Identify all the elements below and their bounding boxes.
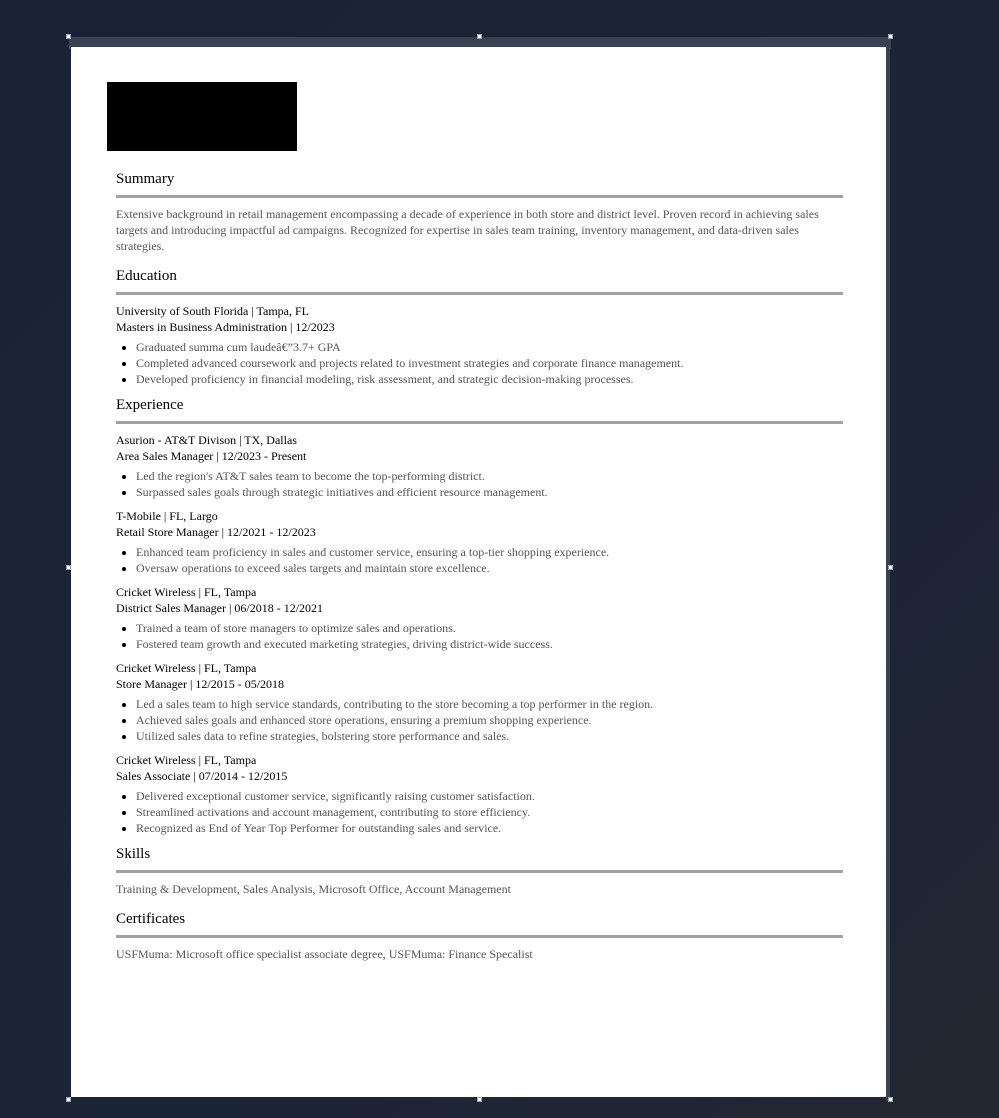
experience-entry (116, 752, 843, 836)
bullet-item: • Trained a team of store managers to optimize sales and operations. (136, 620, 843, 636)
bullet-item: • Oversaw operations to exceed sales targets and maintain store excellence. (136, 560, 843, 576)
bullet-item: • Fostered team growth and executed marketing strategies, driving district-wide success. (136, 636, 843, 652)
experience-entry (116, 508, 843, 576)
section-divider (116, 935, 843, 938)
resize-handle-top-left[interactable] (66, 34, 71, 39)
experience-company: Cricket Wireless | FL, Tampa (116, 585, 257, 599)
experience-role: Sales Associate | 07/2014 - 12/2015 (116, 769, 288, 783)
bullet-item: • Led a sales team to high service standards, contributing to the store becoming a top performer in the region. (136, 696, 843, 712)
education-section (116, 266, 843, 387)
summary-text: Extensive background in retail management encompassing a decade of experience in both store and district level. Proven record in achieving sales targets and introducing impactful ad campaigns. Recognized for expertise in sales team training, inventory management, and data-driven sales strategies. (116, 207, 819, 253)
experience-heading: Experience (116, 397, 184, 413)
resume-page (71, 47, 886, 1097)
bullet-item: • Graduated summa cum laudeâ€”3.7+ GPA (136, 339, 843, 355)
education-degree: Masters in Business Administration | 12/2023 (116, 320, 335, 334)
experience-bullets (116, 696, 843, 744)
section-divider (116, 292, 843, 295)
resize-handle-right[interactable] (888, 565, 893, 570)
experience-role: Area Sales Manager | 12/2023 - Present (116, 449, 307, 463)
bullet-item: • Completed advanced coursework and projects related to investment strategies and corporate finance management. (136, 355, 843, 371)
section-divider (116, 195, 843, 198)
bullet-item: • Recognized as End of Year Top Performer for outstanding sales and service. (136, 820, 843, 836)
experience-company: Cricket Wireless | FL, Tampa (116, 661, 257, 675)
experience-company: T-Mobile | FL, Largo (116, 509, 218, 523)
certificates-heading: Certificates (116, 911, 186, 927)
section-divider (116, 870, 843, 873)
experience-company: Asurion - AT&T Divison | TX, Dallas (116, 433, 297, 447)
experience-entry (116, 660, 843, 744)
experience-role: Retail Store Manager | 12/2021 - 12/2023 (116, 525, 316, 539)
resize-handle-bottom-right[interactable] (888, 1097, 893, 1102)
experience-role: Store Manager | 12/2015 - 05/2018 (116, 677, 285, 691)
redacted-name-block (107, 82, 297, 151)
bullet-item: • Utilized sales data to refine strategies, bolstering store performance and sales. (136, 728, 843, 744)
experience-section (116, 395, 843, 836)
education-school: University of South Florida | Tampa, FL (116, 304, 309, 318)
bullet-item: • Delivered exceptional customer service, significantly raising customer satisfaction. (136, 788, 843, 804)
certificates-section (116, 909, 843, 962)
resume-content (116, 169, 843, 974)
resize-handle-bottom[interactable] (477, 1097, 482, 1102)
bullet-item: • Led the region's AT&T sales team to become the top-performing district. (136, 468, 843, 484)
bullet-item: • Surpassed sales goals through strategic initiatives and efficient resource management. (136, 484, 843, 500)
resize-handle-top-right[interactable] (888, 34, 893, 39)
bullet-item: • Enhanced team proficiency in sales and customer service, ensuring a top-tier shopping experience. (136, 544, 843, 560)
experience-bullets (116, 620, 843, 652)
section-divider (116, 421, 843, 424)
education-entry (116, 303, 843, 387)
experience-role: District Sales Manager | 06/2018 - 12/2021 (116, 601, 324, 615)
bullet-item: • Streamlined activations and account management, contributing to store efficiency. (136, 804, 843, 820)
experience-bullets (116, 468, 843, 500)
skills-heading: Skills (116, 846, 151, 862)
education-heading: Education (116, 268, 177, 284)
experience-bullets (116, 544, 843, 576)
experience-bullets (116, 788, 843, 836)
resize-handle-bottom-left[interactable] (66, 1097, 71, 1102)
bullet-item: • Achieved sales goals and enhanced store operations, ensuring a premium shopping experience. (136, 712, 843, 728)
resize-handle-top[interactable] (477, 34, 482, 39)
summary-section (116, 169, 843, 254)
experience-company: Cricket Wireless | FL, Tampa (116, 753, 257, 767)
education-bullets (116, 339, 843, 387)
bullet-item: • Developed proficiency in financial modeling, risk assessment, and strategic decision-making processes. (136, 371, 843, 387)
experience-entry (116, 584, 843, 652)
experience-entry (116, 432, 843, 500)
certificates-text: USFMuma: Microsoft office specialist associate degree, USFMuma: Finance Specalist (116, 947, 533, 961)
skills-section (116, 844, 843, 897)
skills-text: Training & Development, Sales Analysis, Microsoft Office, Account Management (116, 882, 511, 896)
summary-heading: Summary (116, 171, 175, 187)
